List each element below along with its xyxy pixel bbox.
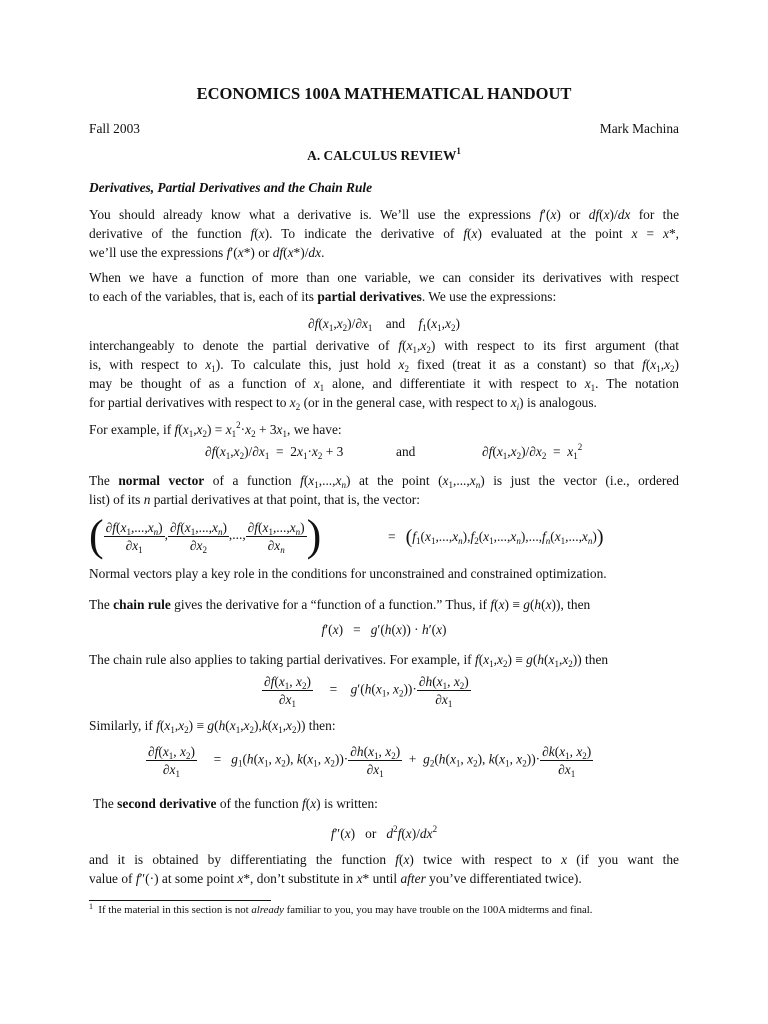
- paragraph-chain-rule: The chain rule gives the derivative for a “function of a function.” Thus, if f(x) ≡ g(h(x)), then: [89, 597, 591, 612]
- section-footnote-mark: 1: [456, 146, 461, 156]
- section-heading-text: A. CALCULUS REVIEW: [307, 148, 457, 163]
- paragraph-similarly: Similarly, if $f(x_1,x_2) \equiv g(h(x_1,x_2),k(x_1,x_2))$ then:: [89, 718, 336, 735]
- footnote-text-before: If the material in this section is not: [98, 904, 252, 916]
- footnote: [89, 904, 592, 916]
- footnote-mark: 1: [89, 902, 93, 911]
- fraction: $\frac{\partial f(x_1, x_2)}{\partial x_1}$: [148, 744, 195, 779]
- paragraph-line: may be thought of as a function of $x_1$ alone, and differentiate it with respect to $x_1$. The notation: [89, 376, 679, 393]
- footnote-emphasis: already: [251, 904, 284, 916]
- paragraph-chain-rule-partials: The chain rule also applies to taking partial derivatives. For example, if $f(x_1,x_2) \equiv g(h(x_1,x_2))$ then: [89, 652, 609, 669]
- equation-partial-notation: $\partial f(x_1,x_2)/\partial x_1$ and $f_1(x_1,x_2)$: [308, 316, 460, 333]
- paragraph-obtained: [89, 852, 679, 890]
- connector-and: and: [385, 316, 406, 331]
- paragraph-line: interchangeably to denote the partial derivative of $f(x_1,x_2)$ with respect to its first argument (that: [89, 338, 679, 355]
- footnote-rule: [89, 900, 271, 901]
- fraction: $\frac{\partial h(x_1, x_2)}{\partial x_1}$: [350, 744, 401, 779]
- equation-example-partial-1: $\partial f(x_1,x_2)/\partial x_1 = 2x_1\cdot x_2 + 3$: [205, 444, 344, 461]
- paragraph-line: You should already know what a derivative is. We’ll use the expressions f′(x) or df(x)/dx for the: [89, 207, 680, 222]
- fraction: $\frac{\partial f(x_1,...,x_n)}{\partial x_n}$: [247, 519, 305, 555]
- equation-normal-vector: ( $\frac{\partial f(x_1,...,x_n)}{\partial x_1}$ , $\frac{\partial f(x_1,...,x_n)}{\partial x_2}$ ,..., $\frac{\partial f(x_1,...,x_n)}{\partial x_n}$ ): [89, 511, 322, 560]
- paragraph-line: we’ll use the expressions f′(x*) or df(x*)/dx.: [89, 245, 325, 260]
- paragraph-derivative: [89, 207, 679, 264]
- paragraph-line: for partial derivatives with respect to $x_2$ (or in the general case, with respect to $x_i$) is analogous.: [89, 395, 597, 412]
- paragraph-partials: [89, 270, 679, 308]
- paragraph-line: derivative of the function f(x). To indicate the derivative of f(x) evaluated at the point x = x*,: [89, 226, 679, 241]
- connector-or: or: [365, 826, 377, 841]
- paragraph-line: The normal vector of a function $f(x_1,...,x_n)$ at the point $(x_1,...,x_n)$ is just the vector (i.e., ordered: [89, 473, 680, 490]
- fraction: $\frac{\partial f(x_1,...,x_n)}{\partial x_2}$: [169, 519, 227, 555]
- paragraph-line: When we have a function of more than one variable, we can consider its derivatives with respect: [89, 270, 679, 285]
- term-label: Fall 2003: [89, 121, 140, 136]
- paragraph-line: and it is obtained by differentiating the function f(x) twice with respect to x (if you want the: [89, 852, 679, 867]
- equation-chain-rule-partial: $\frac{\partial f(x_1, x_2)}{\partial x_1}$ = $g'(h(x_1$, $x_2))\cdot$ $\frac{\partial h(x_1, x_2)}{\partial x_1}$: [264, 674, 469, 709]
- paragraph-interchangeably: [89, 338, 679, 414]
- equation-normal-vector-rhs: = $(f_1(x_1,...,x_n),f_2(x_1,...,x_n),...,f_n(x_1,...,x_n))$: [388, 526, 604, 548]
- paragraph-line: to each of the variables, that is, each of its partial derivatives. We use the expressions:: [89, 289, 557, 304]
- subsection-heading: Derivatives, Partial Derivatives and the Chain Rule: [89, 180, 373, 195]
- fraction: $\frac{\partial h(x_1, x_2)}{\partial x_1}$: [418, 674, 469, 709]
- equation-chain-rule: f′(x) = g′(h(x)) · h′(x): [321, 622, 447, 637]
- paragraph-normal-vectors-role: Normal vectors play a key role in the conditions for unconstrained and constrained optimization.: [89, 566, 607, 581]
- footnote-text-after: familiar to you, you may have trouble on the 100A midterms and final.: [283, 904, 593, 916]
- fraction: $\frac{\partial f(x_1,...,x_n)}{\partial x_1}$: [105, 519, 163, 555]
- section-heading: [0, 148, 768, 164]
- fraction: $\frac{\partial k(x_1, x_2)}{\partial x_1}$: [542, 744, 592, 779]
- author-name: Mark Machina: [599, 121, 679, 136]
- connector-and-example: and: [396, 444, 416, 459]
- equation-chain-rule-two-functions: $\frac{\partial f(x_1, x_2)}{\partial x_1}$ = $g_1(h(x_1$, $x_2$), $k(x_1$, $x_2))\cdot$ $\frac{\partial h(x_1, x_2)}{\partial x_1}$ + $g_2(h(x_1$, $x_2$), $k(x_1$, $x_2))\cdot$ $\frac{\partial k(x_1, x_2)}{\partial x_1}$: [148, 744, 592, 779]
- paragraph-second-derivative: The second derivative of the function f(x) is written:: [93, 796, 378, 811]
- equation-example-partial-2: $\partial f(x_1,x_2)/\partial x_2 = x_1^2$: [482, 442, 583, 461]
- fraction: $\frac{\partial f(x_1, x_2)}{\partial x_1}$: [264, 674, 311, 709]
- equation-second-derivative: f″(x) or $d^2f(x)/dx^2$: [330, 824, 438, 841]
- paragraph-line: value of f″(·) at some point x*, don’t substitute in x* until after you’ve differentiated twice).: [89, 871, 582, 886]
- document-title: ECONOMICS 100A MATHEMATICAL HANDOUT: [196, 84, 572, 103]
- paragraph-normal-vector: [89, 473, 679, 511]
- paragraph-line: is, with respect to $x_1$). To calculate this, just hold $x_2$ fixed (treat it as a constant) so that $f(x_1,x_2)$: [89, 357, 680, 374]
- example-intro: For example, if $f(x_1,x_2) = x_1^2\cdot x_2 + 3x_1$, we have:: [89, 420, 342, 439]
- paragraph-line: list) of its n partial derivatives at that point, that is, the vector:: [89, 492, 420, 507]
